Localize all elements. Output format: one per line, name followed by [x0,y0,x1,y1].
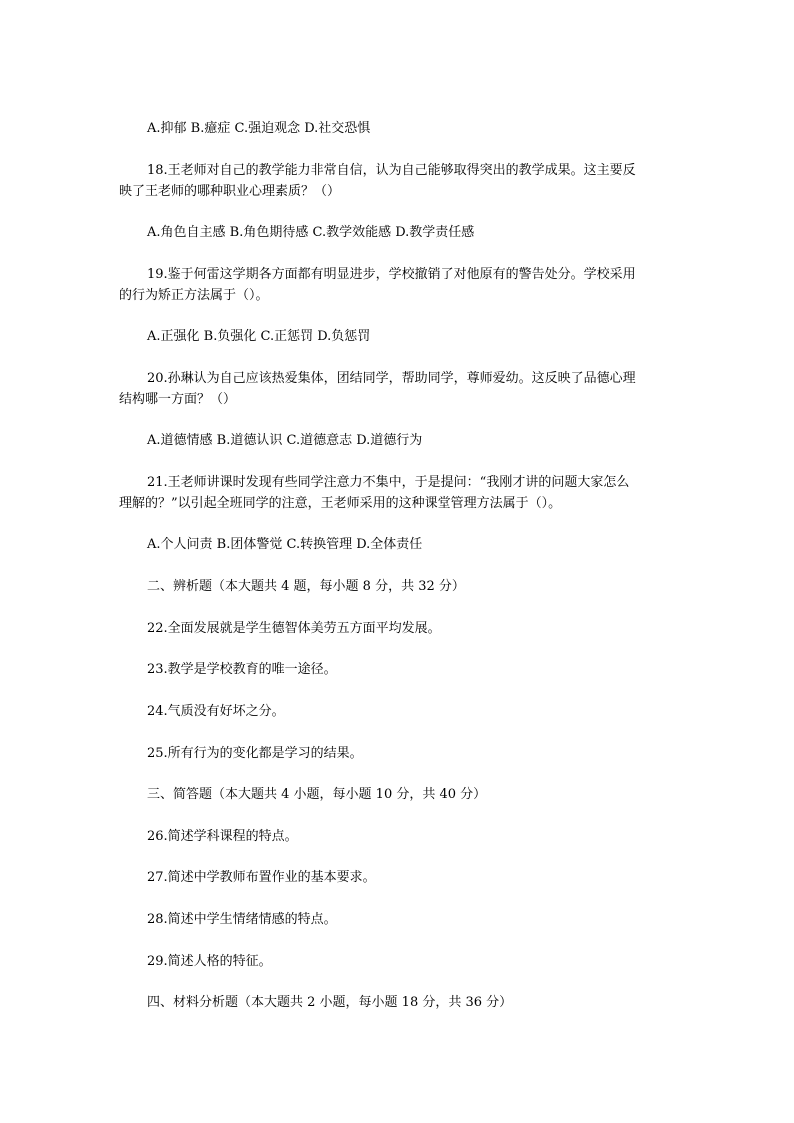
q21-stem-line2: 理解的？”以引起全班同学的注意，王老师采用的这种课堂管理方法属于（）。 [119,496,562,511]
q21-options: A.个人问责 B.团体警觉 C.转换管理 D.全体责任 [147,537,423,552]
q18-options: A.角色自主感 B.角色期待感 C.教学效能感 D.教学责任感 [147,225,475,240]
q17-options: A.抑郁 B.癔症 C.强迫观念 D.社交恐惧 [147,121,371,136]
q18-stem-line1: 18.王老师对自己的教学能力非常自信，认为自己能够取得突出的教学成果。这主要反 [147,163,636,178]
q20-stem-line1: 20.孙琳认为自己应该热爱集体，团结同学，帮助同学，尊师爱幼。这反映了品德心理 [147,371,636,386]
section-heading-4: 四、材料分析题（本大题共 2 小题，每小题 18 分，共 36 分） [147,995,513,1010]
q25-stem: 25.所有行为的变化都是学习的结果。 [147,746,363,761]
q27-stem: 27.简述中学教师布置作业的基本要求。 [147,870,376,885]
q21-stem-line1: 21.王老师讲课时发现有些同学注意力不集中，于是提问：“我刚才讲的问题大家怎么 [147,475,630,490]
q19-stem-line2: 的行为矫正方法属于（）。 [119,288,269,303]
q22-stem: 22.全面发展就是学生德智体美劳五方面平均发展。 [147,621,441,636]
q20-options: A.道德情感 B.道德认识 C.道德意志 D.道德行为 [147,433,423,448]
section-heading-3: 三、简答题（本大题共 4 小题，每小题 10 分，共 40 分） [147,787,487,802]
q19-stem-line1: 19.鉴于何雷这学期各方面都有明显进步，学校撤销了对他原有的警告处分。学校采用 [147,267,636,282]
q20-stem-line2: 结构哪一方面？（） [119,392,237,407]
q23-stem: 23.教学是学校教育的唯一途径。 [147,662,337,677]
q26-stem: 26.简述学科课程的特点。 [147,829,298,844]
q19-options: A.正强化 B.负强化 C.正惩罚 D.负惩罚 [147,329,371,344]
q18-stem-line2: 映了王老师的哪种职业心理素质？（） [119,184,341,199]
section-heading-2: 二、辨析题（本大题共 4 题，每小题 8 分，共 32 分） [147,579,465,594]
q29-stem: 29.简述人格的特征。 [147,954,272,969]
q28-stem: 28.简述中学生情绪情感的特点。 [147,912,337,927]
q24-stem: 24.气质没有好坏之分。 [147,704,285,719]
